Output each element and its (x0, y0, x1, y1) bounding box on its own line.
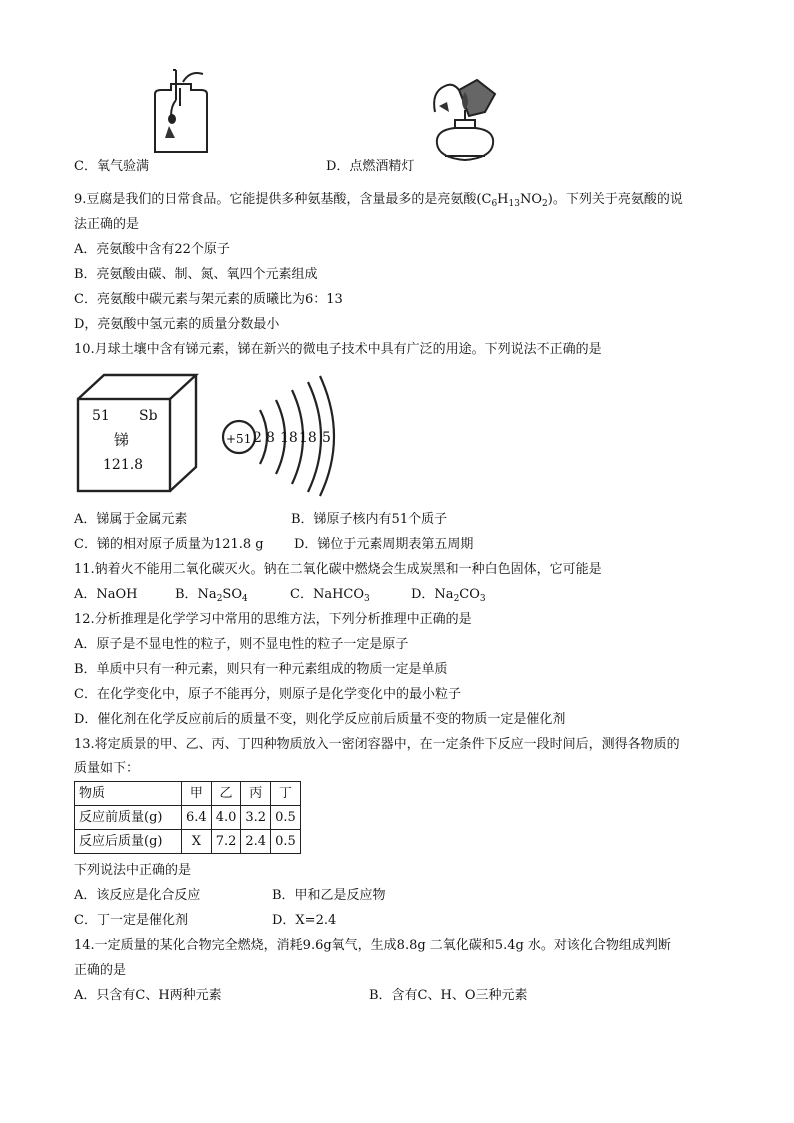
shell-2-electrons: 8 (266, 430, 275, 446)
element-cell-figure (74, 371, 200, 495)
q11-option-b: B．$Na_2SO_4$ (175, 587, 248, 604)
q12-option-c: C．在化学变化中，原子不能再分，则原子是化学变化中的最小粒子 (74, 687, 461, 702)
q10-option-a: A．锑属于金属元素 (74, 512, 188, 527)
table-header-cell: 物质 (75, 782, 182, 806)
q9-stem-line2: 法正确的是 (74, 217, 140, 232)
q13-question: 下列说法中正确的是 (74, 863, 192, 878)
q13-stem-line2: 质量如下： (74, 761, 140, 776)
q10-option-b: B．锑原子核内有51个质子 (291, 512, 448, 527)
table-header-cell: 丁 (271, 782, 301, 806)
alcohol-lamp-figure (425, 72, 505, 172)
table-cell: 3.2 (241, 806, 271, 830)
table-header-cell: 丙 (241, 782, 271, 806)
table-cell: 反应前质量(g) (75, 806, 182, 830)
q13-option-c: C．丁一定是催化剂 (74, 913, 188, 928)
table-cell: 反应后质量(g) (75, 830, 182, 854)
q14-option-b: B．含有C、H、O三种元素 (369, 988, 528, 1003)
q13-stem: 13.将定质景的甲、乙、丙、丁四种物质放入一密闭容器中，在一定条件下反应一段时间后，测得各物质的 (74, 737, 680, 752)
shell-3-electrons: 18 (280, 430, 298, 446)
q12-option-b: B．单质中只有一种元素，则只有一种元素组成的物质一定是单质 (74, 662, 448, 677)
q14-stem: 14.一定质量的某化合物完全燃烧，消耗9.6g氧气，生成8.8g 二氧化碳和5.4g 水。对该化合物组成判断 (74, 938, 671, 953)
q10-option-c: C．锑的相对原子质量为121.8 g (74, 537, 264, 552)
q12-option-a: A．原子是不显电性的粒子，则不显电性的粒子一定是原子 (74, 637, 409, 652)
q10-stem: 10.月球土壤中含有锑元素，锑在新兴的微电子技术中具有广泛的用途。下列说法不正确的是 (74, 342, 602, 357)
table-cell: 0.5 (271, 806, 301, 830)
q9-option-d: D，亮氨酸中氢元素的质量分数最小 (74, 317, 280, 332)
q13-option-d: D．X=2.4 (272, 913, 337, 928)
shell-1-electrons: 2 (253, 430, 262, 446)
table-cell: X (182, 830, 212, 854)
q10-option-d: D．锑位于元素周期表第五周期 (294, 537, 474, 552)
atom-nucleus-charge: +51 (226, 432, 252, 446)
oxygen-test-apparatus-figure (145, 66, 215, 156)
shell-4-electrons: 18 (299, 430, 317, 446)
table-cell: 0.5 (271, 830, 301, 854)
q8-option-c: C．氧气验满 (74, 159, 149, 174)
table-header-cell: 乙 (211, 782, 241, 806)
shell-5-electrons: 5 (322, 430, 331, 446)
q11-option-a: A．NaOH (74, 587, 138, 602)
q8-option-d: D．点燃酒精灯 (326, 159, 415, 174)
q9-option-b: B．亮氨酸由碳、制、氮、氧四个元素组成 (74, 267, 318, 282)
table-header-row (75, 782, 301, 806)
q12-stem: 12.分析推理是化学学习中常用的思维方法，下列分析推理中正确的是 (74, 612, 472, 627)
q13-option-b: B．甲和乙是反应物 (272, 888, 386, 903)
table-cell: 7.2 (211, 830, 241, 854)
table-row (75, 806, 301, 830)
q14-stem-line2: 正确的是 (74, 963, 127, 978)
q11-stem: 11.钠着火不能用二氧化碳灭火。钠在二氧化碳中燃烧会生成炭黑和一种白色固体，它可能是 (74, 562, 602, 577)
element-atomic-number: 51 (92, 408, 110, 424)
table-cell: 2.4 (241, 830, 271, 854)
table-cell: 6.4 (182, 806, 212, 830)
table-header-cell: 甲 (182, 782, 212, 806)
table-cell: 4.0 (211, 806, 241, 830)
element-symbol: Sb (139, 408, 158, 424)
table-row (75, 830, 301, 854)
q9-stem: 9.豆腐是我们的日常食品。它能提供多种氨基酸，含量最多的是亮氨酸$(C_6H_{13}NO_2)$。下列关于亮氨酸的说 (74, 192, 683, 209)
mass-table (74, 781, 301, 854)
q9-option-c: C．亮氨酸中碳元素与架元素的质曦比为6：13 (74, 292, 343, 307)
q9-option-a: A．亮氨酸中含有22个原子 (74, 242, 230, 257)
q13-option-a: A．该反应是化合反应 (74, 888, 201, 903)
element-mass: 121.8 (103, 457, 144, 473)
q11-option-d: D．$Na_2CO_3$ (411, 587, 486, 604)
q12-option-d: D．催化剂在化学反应前后的质量不变，则化学反应前后质量不变的物质一定是催化剂 (74, 712, 566, 727)
element-name: 锑 (114, 431, 130, 449)
q11-option-c: C．NaHCO$_3$ (290, 587, 370, 604)
q14-option-a: A．只含有C、H两种元素 (74, 988, 222, 1003)
